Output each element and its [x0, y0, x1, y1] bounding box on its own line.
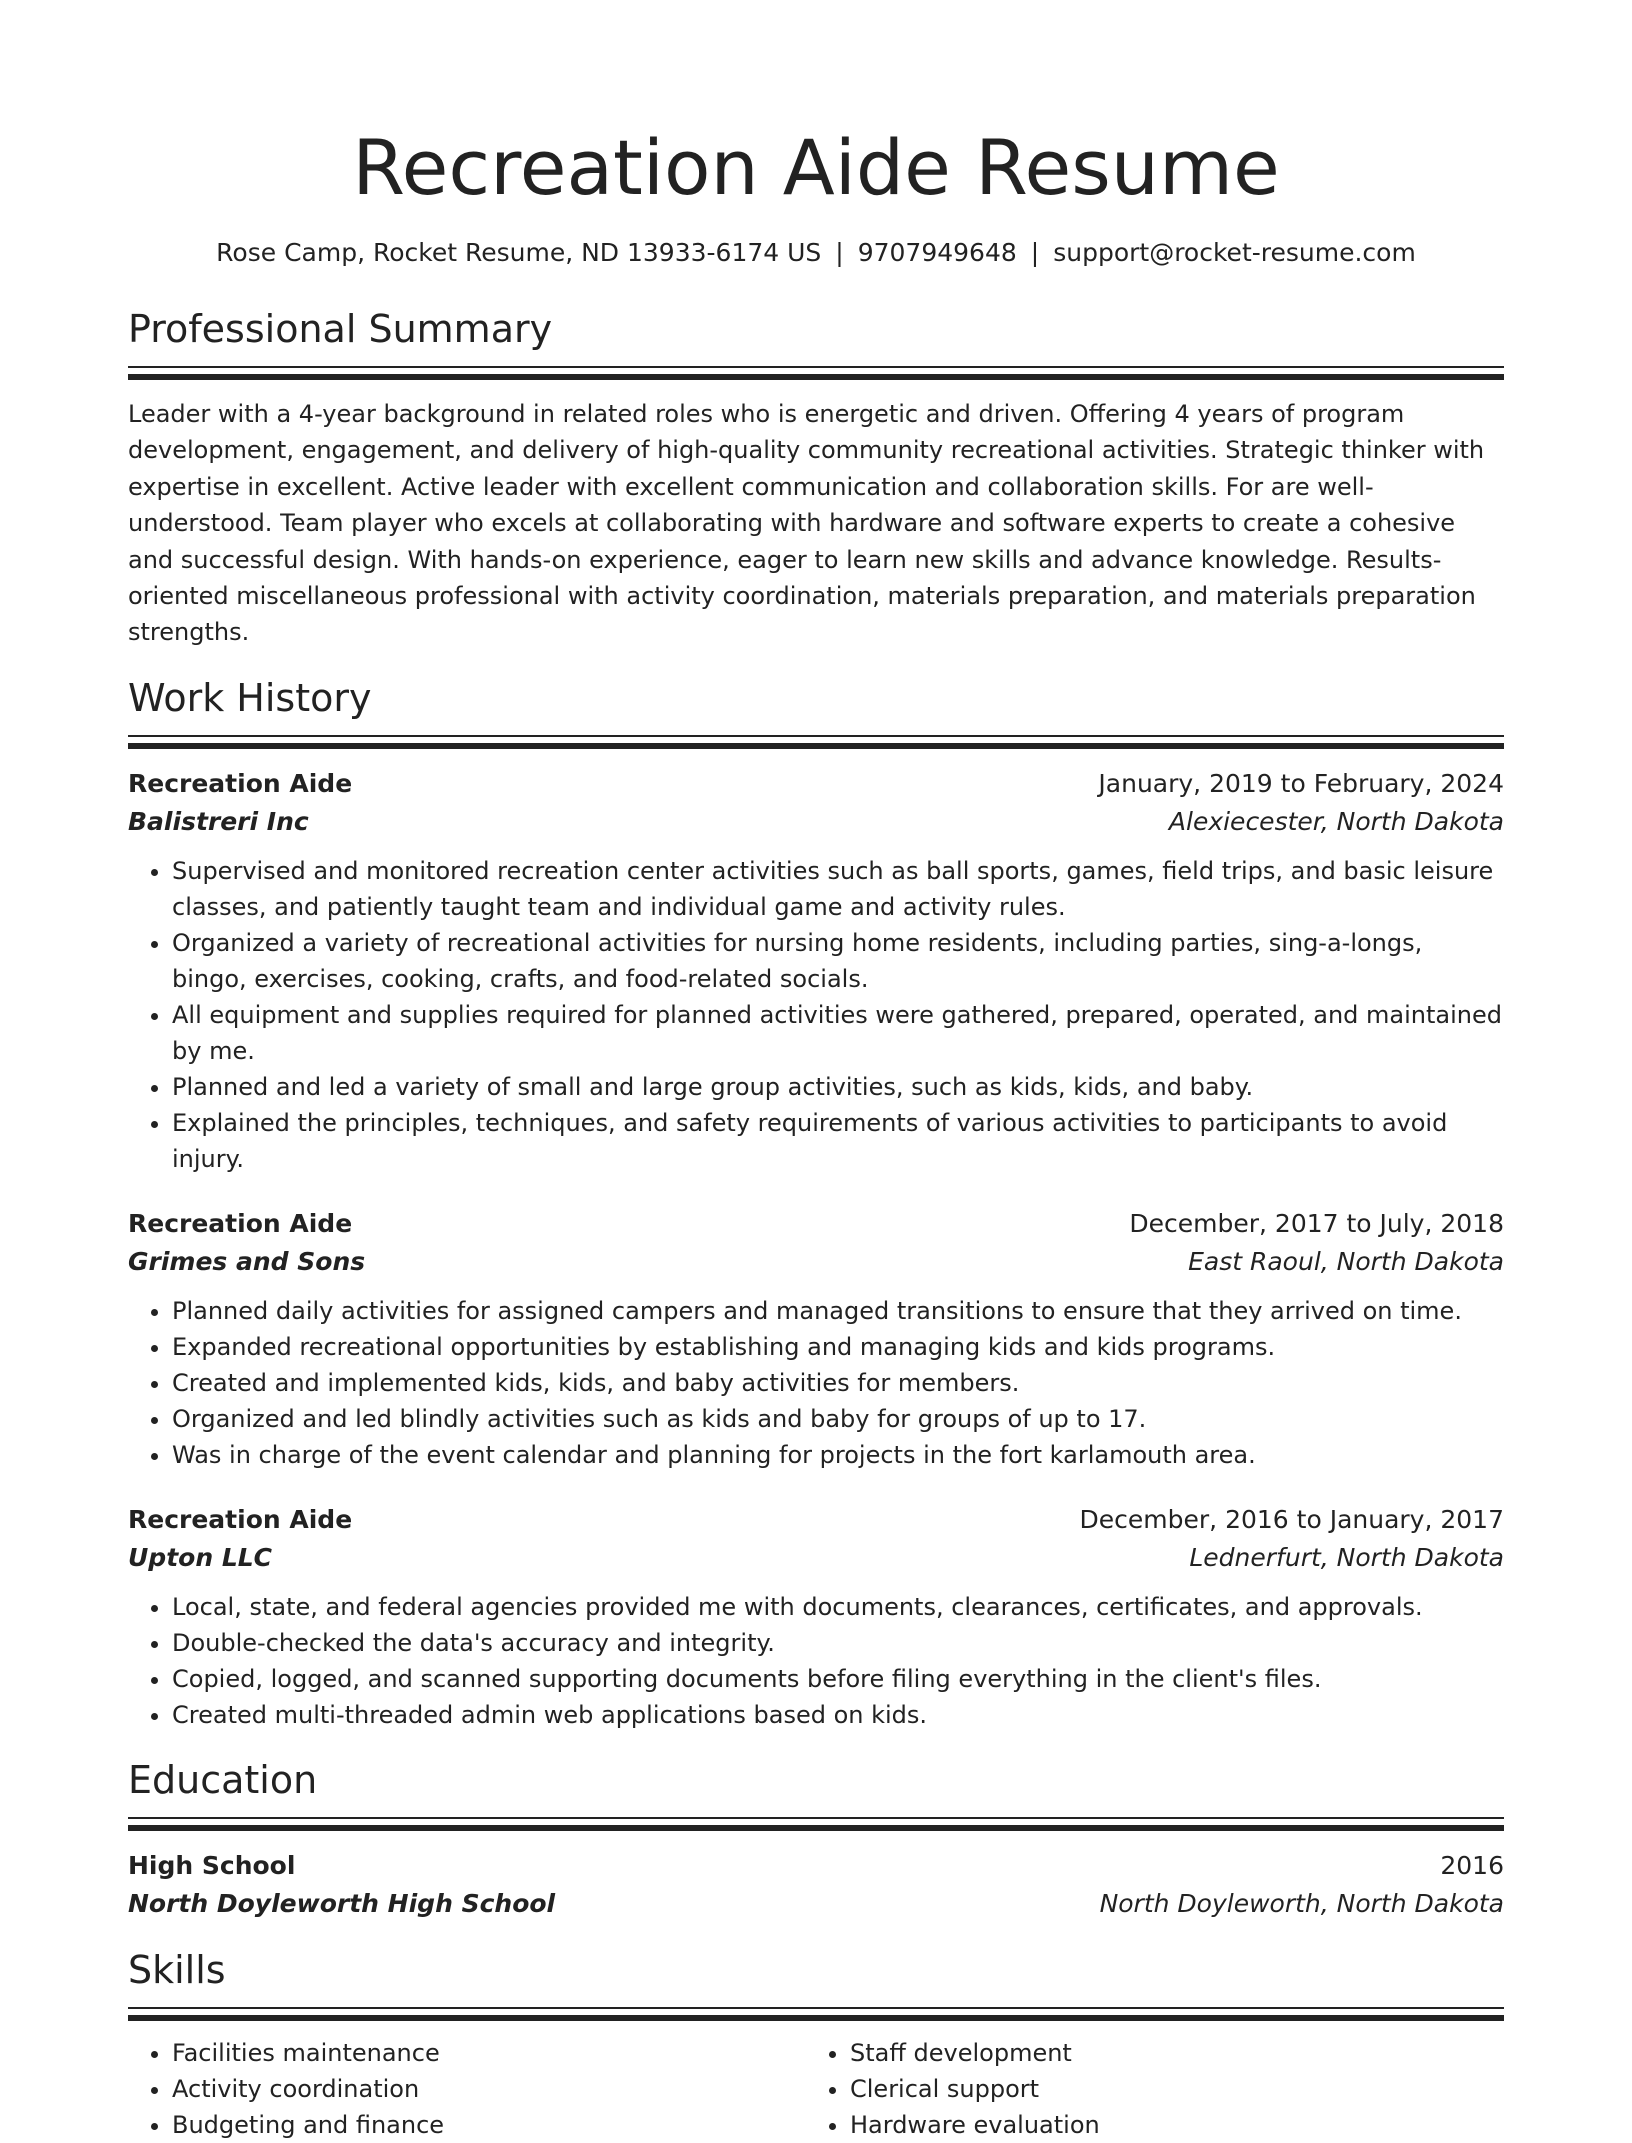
education-header: [128, 1847, 1504, 1885]
contact-line: [128, 236, 1504, 270]
job-dates: January, 2019 to February, 2024: [1098, 768, 1504, 798]
summary-heading: Professional Summary: [128, 307, 553, 351]
resume-page: [128, 0, 1504, 2143]
job-location: East Raoul, North Dakota: [1188, 1246, 1504, 1276]
job-bullet: • All equipment and supplies required for planned activities were gathered, prepared, operated, and maintained by me.: [172, 997, 1504, 1069]
education-location: North Doyleworth, North Dakota: [1099, 1888, 1504, 1918]
contact-email: support@rocket-resume.com: [1053, 238, 1416, 267]
job-title: Recreation Aide: [128, 768, 353, 798]
section-divider: [128, 735, 1504, 749]
skills-column-left: [128, 2035, 806, 2143]
job-title: Recreation Aide: [128, 1208, 353, 1238]
education-entry: [128, 1847, 1504, 1923]
job-entry: [128, 765, 1504, 1177]
job-subheader: [128, 803, 1504, 841]
contact-address: Rose Camp, Rocket Resume, ND 13933-6174 US: [216, 238, 822, 267]
skill-item: • Activity coordination: [172, 2071, 806, 2107]
job-bullet: • Organized and led blindly activities such as kids and baby for groups of up to 17.: [172, 1401, 1504, 1437]
job-location: Alexiecester, North Dakota: [1168, 806, 1504, 836]
job-dates: December, 2016 to January, 2017: [1079, 1504, 1504, 1534]
skills-grid: [128, 2035, 1504, 2143]
job-dates: December, 2017 to July, 2018: [1129, 1208, 1504, 1238]
skill-item: • Staff development: [850, 2035, 1484, 2071]
job-header: [128, 1501, 1504, 1539]
job-bullet: • Planned and led a variety of small and large group activities, such as kids, kids, and baby.: [172, 1069, 1504, 1105]
job-bullet: • Planned daily activities for assigned campers and managed transitions to ensure that they arrived on time.: [172, 1293, 1504, 1329]
contact-separator: |: [835, 238, 844, 267]
job-bullet: • Organized a variety of recreational activities for nursing home residents, including parties, sing-a-longs, bingo, exercises, cooking, crafts, and food-related socials.: [172, 925, 1504, 997]
job-bullet: • Copied, logged, and scanned supporting documents before filing everything in the client's files.: [172, 1661, 1504, 1697]
job-header: [128, 1205, 1504, 1243]
job-bullets: [128, 1589, 1504, 1733]
education-year: 2016: [1440, 1850, 1504, 1880]
job-location: Lednerfurt, North Dakota: [1189, 1542, 1504, 1572]
job-employer: Grimes and Sons: [128, 1246, 366, 1276]
skill-item: • Budgeting and finance: [172, 2107, 806, 2143]
skills-section: [128, 1945, 1504, 2143]
contact-separator: |: [1030, 238, 1040, 267]
skills-list: [128, 2035, 806, 2143]
education-heading: Education: [128, 1757, 318, 1802]
resume-title: Recreation Aide Resume: [352, 123, 1280, 212]
job-header: [128, 765, 1504, 803]
job-employer: Upton LLC: [128, 1542, 273, 1572]
job-bullet: • Created and implemented kids, kids, and baby activities for members.: [172, 1365, 1504, 1401]
section-divider: [128, 366, 1504, 380]
education-section: [128, 1755, 1504, 1923]
skills-list: [806, 2035, 1484, 2143]
job-bullet: • Explained the principles, techniques, and safety requirements of various activities to participants to avoid injury.: [172, 1105, 1504, 1177]
job-bullet: • Expanded recreational opportunities by establishing and managing kids and kids programs.: [172, 1329, 1504, 1365]
job-entry: [128, 1205, 1504, 1473]
job-bullet: • Local, state, and federal agencies provided me with documents, clearances, certificates, and approvals.: [172, 1589, 1504, 1625]
job-subheader: [128, 1243, 1504, 1281]
section-divider: [128, 2007, 1504, 2021]
contact-phone: 9707949648: [857, 238, 1017, 267]
skill-item: • Hardware evaluation: [850, 2107, 1484, 2143]
work-history-section: [128, 673, 1504, 1733]
job-title: Recreation Aide: [128, 1504, 353, 1534]
job-bullet: • Supervised and monitored recreation center activities such as ball sports, games, field trips, and basic leisure classes, and patiently taught team and individual game and activity rules.: [172, 853, 1504, 925]
skill-item: • Facilities maintenance: [172, 2035, 806, 2071]
job-bullet: • Created multi-threaded admin web applications based on kids.: [172, 1697, 1504, 1733]
job-entry: [128, 1501, 1504, 1733]
education-school: North Doyleworth High School: [128, 1888, 556, 1918]
job-subheader: [128, 1539, 1504, 1577]
job-employer: Balistreri Inc: [128, 806, 309, 836]
job-bullets: [128, 1293, 1504, 1473]
education-subheader: [128, 1885, 1504, 1923]
skills-column-right: [806, 2035, 1484, 2143]
work-history-heading: Work History: [128, 675, 372, 720]
skills-heading: Skills: [128, 1947, 226, 1992]
job-bullet: • Double-checked the data's accuracy and integrity.: [172, 1625, 1504, 1661]
education-degree: High School: [128, 1850, 296, 1880]
summary-text: Leader with a 4-year background in related roles who is energetic and driven. Offering 4 years of program development, engagement, and delivery of high-quality community recreational activities. Strategic thinker with expertise in excellent. Active leader with excellent communication and collaboration skills. For are well-understood. Team player who excels at collaborating with hardware and software experts to create a cohesive and successful design. With hands-on experience, eager to learn new skills and advance knowledge. Results-oriented miscellaneous professional with activity coordination, materials preparation, and materials preparation strengths.: [128, 400, 1485, 647]
job-bullet: • Was in charge of the event calendar and planning for projects in the fort karlamouth area.: [172, 1437, 1504, 1473]
section-divider: [128, 1817, 1504, 1831]
skill-item: • Clerical support: [850, 2071, 1484, 2107]
summary-section: [128, 304, 1504, 651]
job-bullets: [128, 853, 1504, 1177]
